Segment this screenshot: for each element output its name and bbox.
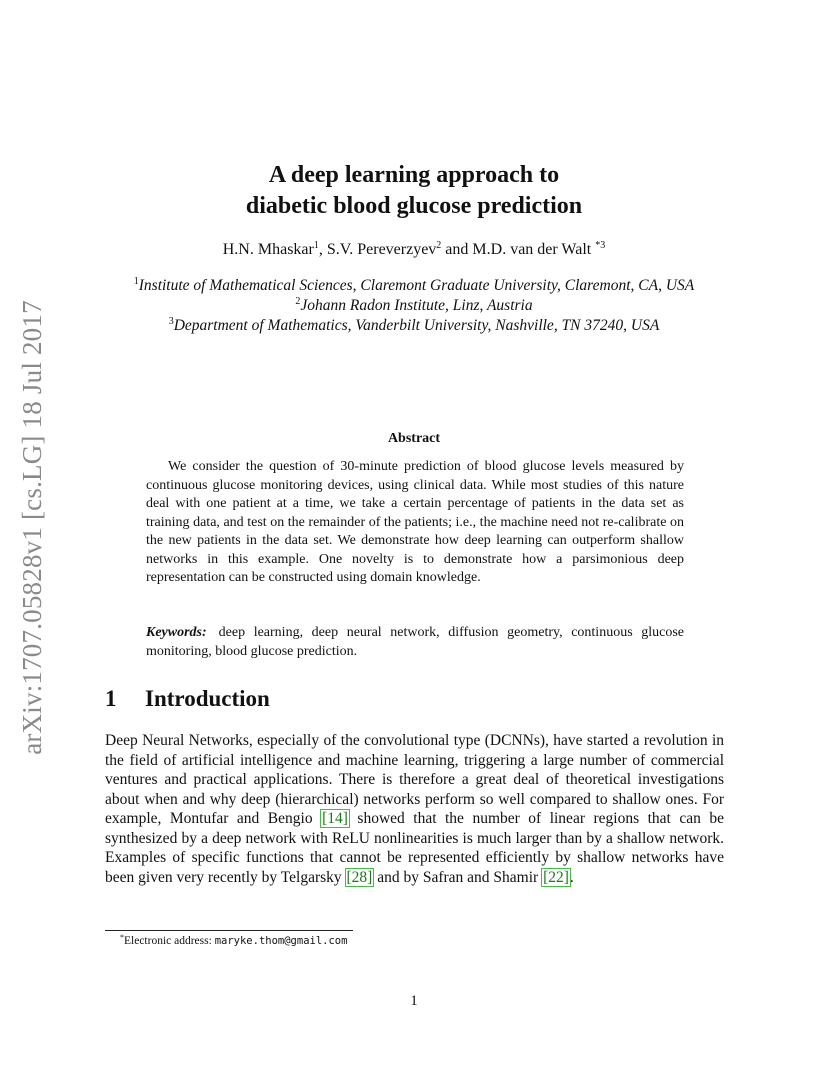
author-name: H.N. Mhaskar	[222, 241, 314, 258]
affiliation-item	[114, 316, 714, 336]
abstract-text: We consider the question of 30-minute prediction of blood glucose levels measured by continuous glucose monitoring devices, using clinical data. While most studies of this nature deal with one patient at a time, we take a certain percentage of patients in the data set as training data, and test on the remainder of the patients; i.e., the machine need not re-calibrate on the new patients in the data set. We demonstrate how deep learning can outperform shallow networks in this example. One novelty is to demonstrate how a parsimonious deep representation can be constructed using domain knowledge.	[146, 459, 684, 585]
arxiv-stamp	[12, 296, 52, 758]
affiliation-item	[114, 276, 714, 296]
section-heading	[105, 686, 725, 712]
author-affil-mark: *3	[595, 240, 606, 251]
author-separator: and	[441, 241, 473, 258]
section-title: Introduction	[145, 686, 270, 711]
intro-text: .	[569, 868, 574, 886]
affiliation-item	[114, 296, 714, 316]
title-line-1: A deep learning approach to	[268, 162, 560, 188]
keywords	[146, 624, 684, 661]
affiliation-mark: 3	[168, 316, 174, 327]
intro-text: showed that the number of linear regions that can be synthesized by a deep network with ReLU nonlinearities is much larger than by a shallow network. Examples of specific functions that cannot be represented efficiently by shallow networks have been given very recently by Telgarsky	[105, 810, 724, 886]
affiliation-text: Department of Mathematics, Vanderbilt University, Nashville, TN 37240, USA	[173, 317, 660, 334]
intro-text: Deep Neural Networks, especially of the convolutional type (DCNNs), have started a revolution in the field of artificial intelligence and machine learning, triggering a large number of commercial ventures and practical applications. There is therefore a great deal of theoretical investigations about when and why deep (hierarchical) networks perform so well compared to shallow ones. For example, Montufar and Bengio	[105, 732, 724, 827]
citation-link[interactable]: [14]	[322, 810, 348, 827]
affiliation-mark: 1	[133, 276, 139, 287]
intro-text: and by Safran and Shamir	[373, 868, 543, 886]
intro-paragraph	[105, 731, 724, 887]
section-number: 1	[105, 686, 117, 711]
paper-title	[0, 160, 828, 222]
author-name: S.V. Pereverzyev	[326, 241, 437, 258]
affiliation-mark: 2	[295, 296, 301, 307]
author-affil-mark: 1	[313, 240, 319, 251]
footnote-mark: *	[120, 933, 124, 942]
affiliation-text: Johann Radon Institute, Linz, Austria	[300, 297, 533, 314]
author-name: M.D. van der Walt	[472, 241, 592, 258]
author-affil-mark: 2	[436, 240, 442, 251]
page-number: 1	[410, 993, 418, 1009]
footnote	[120, 935, 620, 947]
abstract-heading: Abstract	[387, 431, 441, 446]
title-line-2: diabetic blood glucose prediction	[245, 193, 583, 219]
author-list	[0, 240, 828, 260]
citation-link[interactable]: [28]	[346, 868, 373, 886]
arxiv-stamp-text: arXiv:1707.05828v1 [cs.LG] 18 Jul 2017	[16, 299, 47, 755]
affiliation-text: Institute of Mathematical Sciences, Claremont Graduate University, Claremont, CA, USA	[138, 277, 695, 294]
citation-link[interactable]: [22]	[543, 868, 569, 886]
footnote-label: Electronic address:	[124, 935, 215, 947]
keywords-label: Keywords:	[146, 625, 207, 640]
footnote-email: maryke.thom@gmail.com	[214, 935, 348, 947]
affiliation-list	[114, 276, 714, 336]
footnote-divider	[105, 930, 353, 931]
keywords-text: deep learning, deep neural network, diffusion geometry, continuous glucose monitoring, blood glucose prediction.	[146, 625, 684, 659]
author-separator: ,	[318, 241, 327, 258]
